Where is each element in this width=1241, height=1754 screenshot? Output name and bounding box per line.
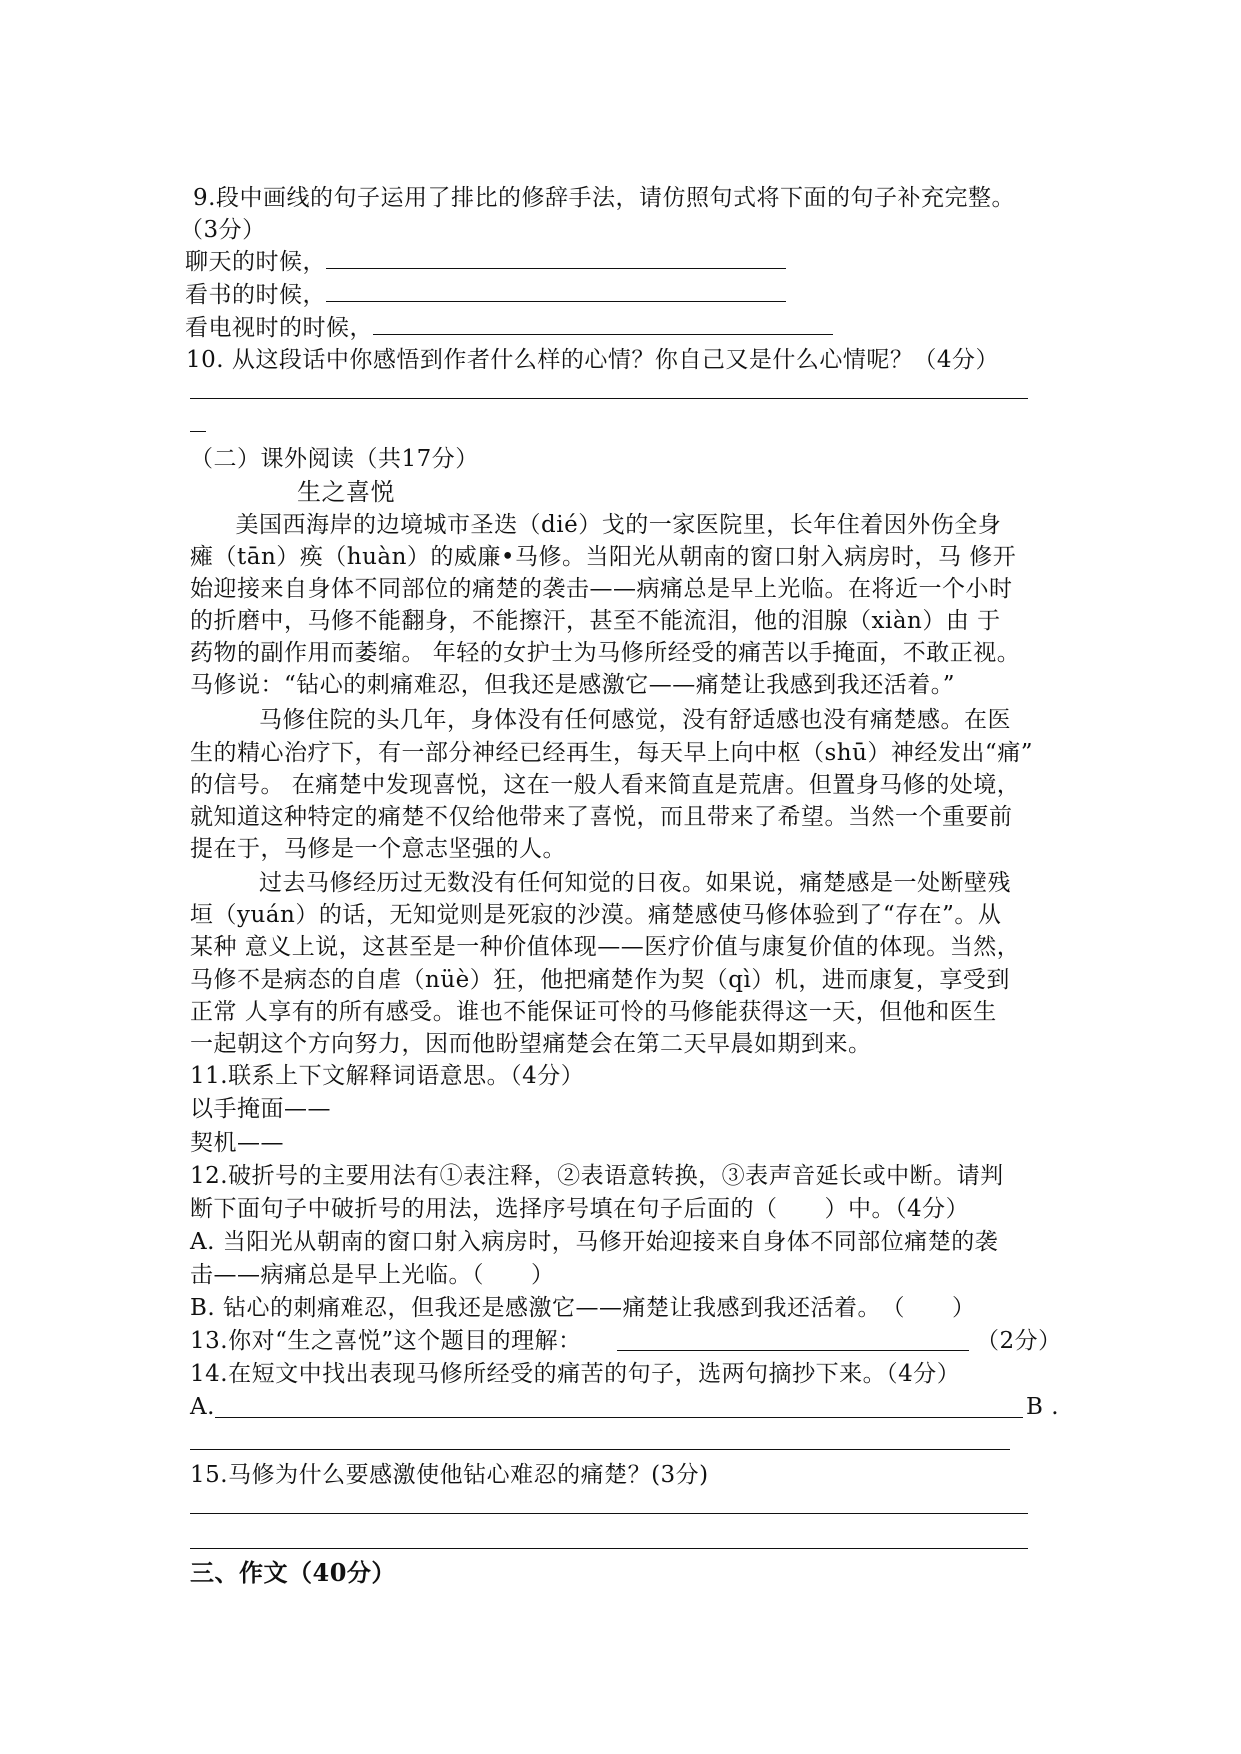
reading-p2-l5: 提在于，马修是一个意志坚强的人。	[190, 836, 566, 862]
q15-prompt: 15.马修为什么要感激使他钻心难忍的痛楚？(3分)	[190, 1462, 709, 1488]
reading-p1-l1: 美国西海岸的边境城市圣迭（dié）戈的一家医院里，长年住着因外伤全身	[212, 512, 1002, 538]
q9-line3	[185, 312, 1065, 345]
reading-p3-l1: 过去马修经历过无数没有任何知觉的日夜。如果说，痛楚感是一处断壁残	[212, 870, 1011, 896]
q14-b-label: B .	[1026, 1394, 1060, 1420]
q9-line1	[185, 246, 1065, 279]
reading-p3-l2: 垣（yuán）的话，无知觉则是死寂的沙漠。痛楚感使马修体验到了“存在”。从	[190, 902, 1002, 928]
q9-prompt: 9.段中画线的句子运用了排比的修辞手法，请仿照句式将下面的句子补充完整。	[193, 185, 1015, 211]
reading-p3-l6: 一起朝这个方向努力，因而他盼望痛楚会在第二天早晨如期到来。	[190, 1031, 872, 1057]
q9-line3-label: 看电视时的时候，	[185, 315, 373, 341]
q9-line2-blank[interactable]	[326, 279, 786, 302]
reading-p2-l4: 就知道这种特定的痛楚不仅给他带来了喜悦，而且带来了希望。当然一个重要前	[190, 804, 1013, 830]
q10-answer-line-end[interactable]	[190, 431, 206, 432]
q9-line3-blank[interactable]	[373, 312, 833, 335]
reading-p3-l4: 马修不是病态的自虐（nüè）狂，他把痛楚作为契（qì）机，进而康复，享受到	[190, 967, 1010, 993]
q12-prompt-l2: 断下面句子中破折号的用法，选择序号填在句子后面的（ ）中。（4分）	[190, 1196, 970, 1222]
q12-option-a-l2: 击——病痛总是早上光临。（ ）	[190, 1262, 555, 1288]
q14-a-label: A.	[190, 1394, 215, 1420]
q10-prompt: 10. 从这段话中你感悟到作者什么样的心情？你自己又是什么心情呢？（4分）	[186, 347, 1000, 373]
reading-p1-l4: 的折磨中，马修不能翻身，不能擦汗，甚至不能流泪，他的泪腺（xiàn）由 于	[190, 608, 1001, 634]
q10-answer-line[interactable]	[190, 398, 1028, 399]
reading-p1-l5: 药物的副作用而萎缩。 年轻的女护士为马修所经受的痛苦以手掩面，不敢正视。	[190, 640, 1021, 666]
q9-line2	[185, 279, 1065, 312]
q12-option-a-l1: A. 当阳光从朝南的窗口射入病房时，马修开始迎接来自身体不同部位痛楚的袭	[190, 1229, 999, 1255]
q14-a-answer-line[interactable]	[215, 1417, 1023, 1418]
reading-p3-l5: 正常 人享有的所有感受。谁也不能保证可怜的马修能获得这一天，但他和医生	[190, 999, 997, 1025]
reading-title: 生之喜悦	[297, 478, 395, 506]
reading-header: （二）课外阅读（共17分）	[190, 446, 479, 472]
reading-p3-l3: 某种 意义上说，这甚至是一种价值体现——医疗价值与康复价值的体现。当然，	[190, 934, 1021, 960]
q9-score: （3分）	[180, 217, 266, 243]
reading-p1-l2: 瘫（tān）痪（huàn）的威廉•马修。当阳光从朝南的窗口射入病房时，马 修开	[190, 544, 1017, 570]
q12-prompt-l1: 12.破折号的主要用法有①表注释，②表语意转换，③表声音延长或中断。请判	[190, 1163, 1004, 1189]
q15-answer-line-1[interactable]	[190, 1513, 1028, 1514]
q15-answer-line-2[interactable]	[190, 1548, 1028, 1549]
q13-answer-line[interactable]	[617, 1350, 969, 1351]
q11-item2: 契机——	[190, 1130, 284, 1156]
reading-p1-l6: 马修说：“钻心的刺痛难忍，但我还是感激它——痛楚让我感到我还活着。”	[190, 672, 956, 698]
reading-p2-l3: 的信号。 在痛楚中发现喜悦，这在一般人看来简直是荒唐。但置身马修的处境，	[190, 772, 1021, 798]
section3-heading: 三、作文（40分）	[190, 1558, 396, 1587]
q12-option-b: B. 钻心的刺痛难忍，但我还是感激它——痛楚让我感到我还活着。 （ ）	[190, 1295, 976, 1321]
q9-line1-label: 聊天的时候，	[185, 249, 326, 275]
q9-line1-blank[interactable]	[326, 246, 786, 269]
q13-score: （2分）	[976, 1328, 1062, 1354]
reading-p2-l2: 生的精心治疗下，有一部分神经已经再生，每天早上向中枢（shū）神经发出“痛”	[190, 740, 1033, 766]
reading-p1-l3: 始迎接来自身体不同部位的痛楚的袭击——病痛总是早上光临。在将近一个小时	[190, 576, 1013, 602]
q14-prompt: 14.在短文中找出表现马修所经受的痛苦的句子，选两句摘抄下来。（4分）	[190, 1361, 961, 1387]
q13-prompt: 13.你对“生之喜悦”这个题目的理解：	[190, 1328, 582, 1354]
q11-prompt: 11.联系上下文解释词语意思。（4分）	[190, 1063, 585, 1089]
q14-b-answer-line[interactable]	[190, 1449, 1010, 1450]
q11-item1: 以手掩面——	[190, 1096, 331, 1122]
q9-line2-label: 看书的时候，	[185, 282, 326, 308]
reading-p2-l1: 马修住院的头几年，身体没有任何感觉，没有舒适感也没有痛楚感。在医	[212, 707, 1011, 733]
